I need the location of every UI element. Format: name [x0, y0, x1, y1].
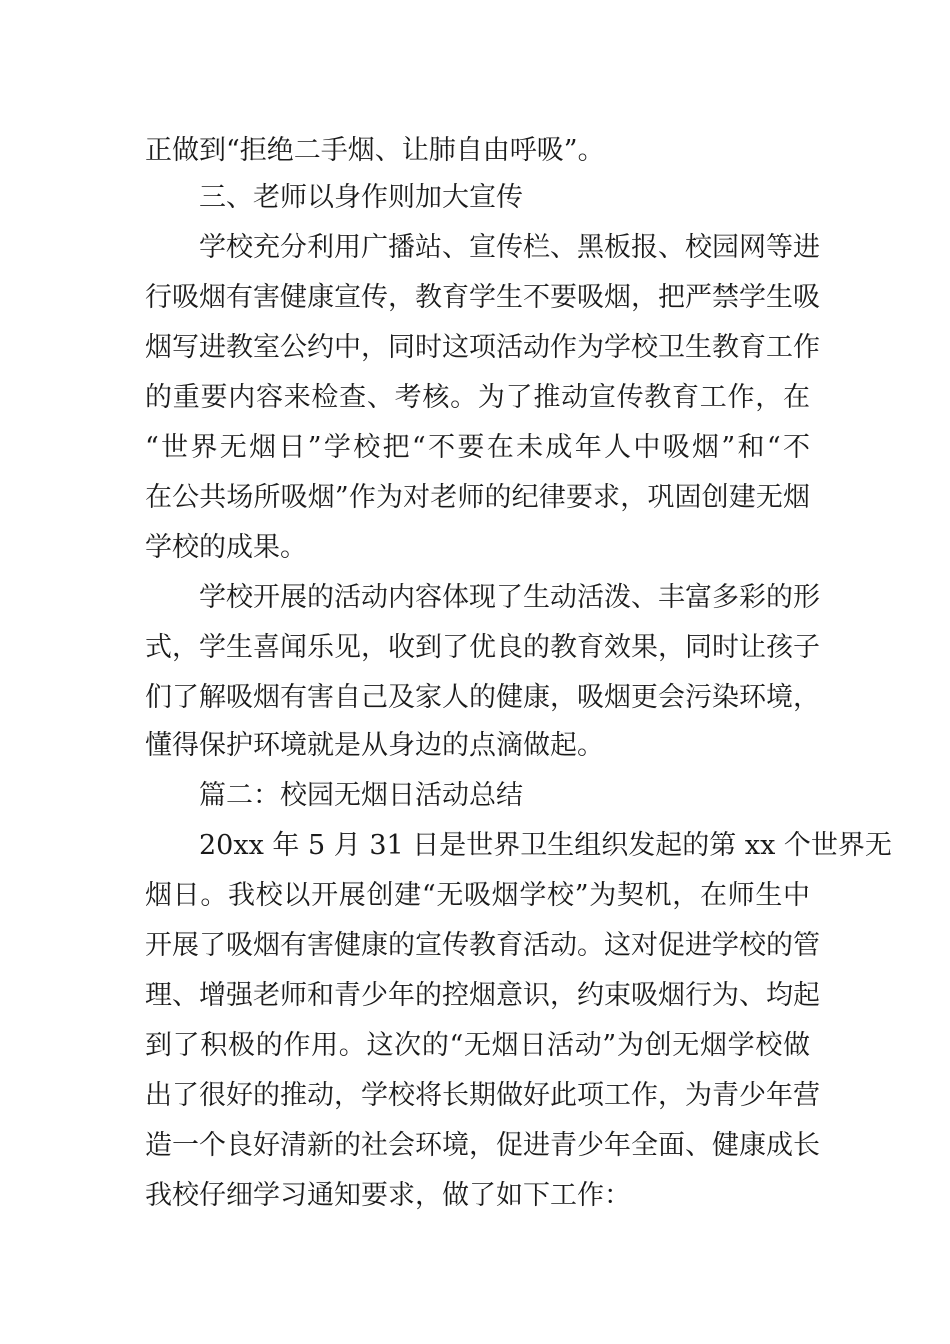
text-line: 学校开展的活动内容体现了生动活泼、丰富多彩的形: [199, 582, 820, 613]
text-line: 出了很好的推动，学校将长期做好此项工作，为青少年营: [145, 1080, 820, 1111]
text-line: 理、增强老师和青少年的控烟意识，约束吸烟行为、均起: [145, 980, 820, 1011]
text-line: 懂得保护环境就是从身边的点滴做起。: [145, 730, 604, 761]
text-line: 们了解吸烟有害自己及家人的健康，吸烟更会污染环境，: [145, 682, 820, 713]
text-line: “世界无烟日”学校把“不要在未成年人中吸烟”和“不: [145, 432, 810, 463]
text-line: 20xx 年 5 月 31 日是世界卫生组织发起的第 xx 个世界无: [199, 830, 892, 861]
text-line: 烟写进教室公约中，同时这项活动作为学校卫生教育工作: [145, 332, 820, 363]
text-line: 学校充分利用广播站、宣传栏、黑板报、校园网等进: [199, 232, 820, 263]
section-heading: 三、老师以身作则加大宣传: [199, 182, 523, 213]
text-line: 到了积极的作用。这次的“无烟日活动”为创无烟学校做: [145, 1030, 810, 1061]
text-line: 烟日。我校以开展创建“无吸烟学校”为契机，在师生中: [145, 880, 810, 911]
text-line: 行吸烟有害健康宣传，教育学生不要吸烟，把严禁学生吸: [145, 282, 820, 313]
text-line: 造一个良好清新的社会环境，促进青少年全面、健康成长: [145, 1130, 820, 1161]
text-line: 我校仔细学习通知要求，做了如下工作：: [145, 1180, 631, 1211]
text-line: 在公共场所吸烟”作为对老师的纪律要求，巩固创建无烟: [145, 482, 810, 513]
text-line: 的重要内容来检查、考核。为了推动宣传教育工作，在: [145, 382, 810, 413]
text-line: 学校的成果。: [145, 532, 307, 563]
section-heading: 篇二：校园无烟日活动总结: [199, 780, 523, 811]
text-line: 开展了吸烟有害健康的宣传教育活动。这对促进学校的管: [145, 930, 820, 961]
text-line: 正做到“拒绝二手烟、让肺自由呼吸”。: [145, 135, 605, 166]
text-line: 式，学生喜闻乐见，收到了优良的教育效果，同时让孩子: [145, 632, 820, 663]
